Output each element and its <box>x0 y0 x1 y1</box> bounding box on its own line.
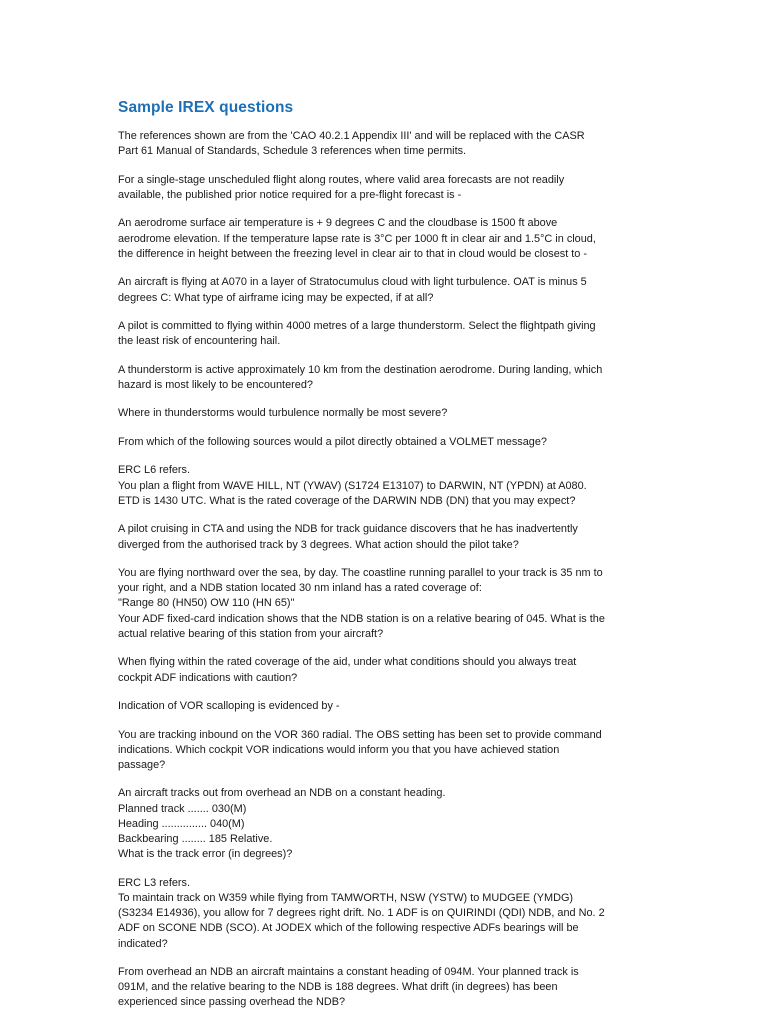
text-line: You are flying northward over the sea, by day. The coastline running parallel to your track is 35 nm to <box>118 567 603 580</box>
text-line: degrees C: What type of airframe icing may be expected, if at all? <box>118 291 434 304</box>
text-line: (S3234 E14936), you allow for 7 degrees right drift. No. 1 ADF is on QUIRINDI (QDI) NDB, and No. 2 <box>118 907 605 920</box>
text-line: Your ADF fixed-card indication shows that the NDB station is on a relative bearing of 045. What is the <box>118 612 605 625</box>
question-paragraph <box>118 406 640 421</box>
text-line: passage? <box>118 758 166 771</box>
question-paragraph <box>118 728 640 774</box>
text-line: To maintain track on W359 while flying from TAMWORTH, NSW (YSTW) to MUDGEE (YMDG) <box>118 891 574 904</box>
text-line: hazard is most likely to be encountered? <box>118 378 313 391</box>
question-paragraph <box>118 522 640 552</box>
question-paragraph <box>118 216 640 262</box>
text-line: Planned track ....... 030(M) <box>118 802 247 815</box>
question-paragraph <box>118 786 640 862</box>
text-line: An aerodrome surface air temperature is + 9 degrees C and the cloudbase is 1500 ft above <box>118 217 558 230</box>
text-line: ADF on SCONE NDB (SCO). At JODEX which of the following respective ADFs bearings will be <box>118 922 579 935</box>
text-line: the least risk of encountering hail. <box>118 335 281 348</box>
text-line: Part 61 Manual of Standards, Schedule 3 references when time permits. <box>118 145 467 158</box>
text-line: Indication of VOR scalloping is evidenced by - <box>118 700 340 713</box>
text-line: the difference in height between the freezing level in clear air to that in cloud would be closest to - <box>118 247 587 260</box>
text-line: Where in thunderstorms would turbulence normally be most severe? <box>118 407 448 420</box>
text-line: ERC L3 refers. <box>118 876 191 889</box>
text-line: When flying within the rated coverage of the aid, under what conditions should you always treat <box>118 656 577 669</box>
text-line: 091M, and the relative bearing to the NDB is 188 degrees. What drift (in degrees) has been <box>118 981 558 994</box>
text-line: The references shown are from the 'CAO 40.2.1 Appendix III' and will be replaced with the CASR <box>118 130 585 142</box>
text-line: A pilot is committed to flying within 4000 metres of a large thunderstorm. Select the flightpath giving <box>118 320 596 333</box>
text-line: From overhead an NDB an aircraft maintains a constant heading of 094M. Your planned track is <box>118 966 579 979</box>
text-line: aerodrome elevation. If the temperature lapse rate is 3°C per 1000 ft in clear air and 1.5°C in cloud, <box>118 232 596 245</box>
question-list <box>118 129 640 1011</box>
text-line: actual relative bearing of this station from your aircraft? <box>118 627 384 640</box>
question-paragraph <box>118 319 640 349</box>
text-line: From which of the following sources would a pilot directly obtained a VOLMET message? <box>118 435 547 448</box>
question-paragraph <box>118 699 640 714</box>
text-line: ETD is 1430 UTC. What is the rated coverage of the DARWIN NDB (DN) that you may expect? <box>118 494 576 507</box>
question-paragraph <box>118 435 640 450</box>
question-paragraph <box>118 129 640 159</box>
text-line: Heading ............... 040(M) <box>118 817 245 830</box>
text-line: "Range 80 (HN50) OW 110 (HN 65)" <box>118 597 295 610</box>
text-line: cockpit ADF indications with caution? <box>118 671 298 684</box>
question-paragraph <box>118 363 640 393</box>
text-line: Backbearing ........ 185 Relative. <box>118 833 273 846</box>
text-line: An aircraft tracks out from overhead an NDB on a constant heading. <box>118 787 446 800</box>
text-line: indications. Which cockpit VOR indications would inform you that you have achieved station <box>118 743 560 756</box>
text-line: A pilot cruising in CTA and using the NDB for track guidance discovers that he has inadvertently <box>118 523 578 536</box>
question-paragraph <box>118 173 640 203</box>
text-line: A thunderstorm is active approximately 10 km from the destination aerodrome. During landing, which <box>118 363 603 376</box>
question-paragraph <box>118 876 640 952</box>
document-title: Sample IREX questions <box>118 99 294 116</box>
text-line: available, the published prior notice required for a pre-flight forecast is - <box>118 188 462 201</box>
question-paragraph <box>118 463 640 509</box>
question-paragraph <box>118 965 640 1011</box>
text-line: your right, and a NDB station located 30 nm inland has a rated coverage of: <box>118 582 482 595</box>
text-line: diverged from the authorised track by 3 degrees. What action should the pilot take? <box>118 538 519 551</box>
text-line: What is the track error (in degrees)? <box>118 848 293 861</box>
text-line: You plan a flight from WAVE HILL, NT (YWAV) (S1724 E13107) to DARWIN, NT (YPDN) at A080. <box>118 479 587 492</box>
question-paragraph <box>118 566 640 642</box>
question-paragraph <box>118 275 640 305</box>
question-paragraph <box>118 655 640 685</box>
document-page <box>118 98 640 1024</box>
text-line: ERC L6 refers. <box>118 464 191 477</box>
text-line: For a single-stage unscheduled flight along routes, where valid area forecasts are not readily <box>118 173 565 186</box>
text-line: An aircraft is flying at A070 in a layer of Stratocumulus cloud with light turbulence. OAT is minus 5 <box>118 276 587 289</box>
text-line: You are tracking inbound on the VOR 360 radial. The OBS setting has been set to provide command <box>118 728 602 741</box>
text-line: indicated? <box>118 937 168 950</box>
text-line: experienced since passing overhead the NDB? <box>118 996 346 1009</box>
